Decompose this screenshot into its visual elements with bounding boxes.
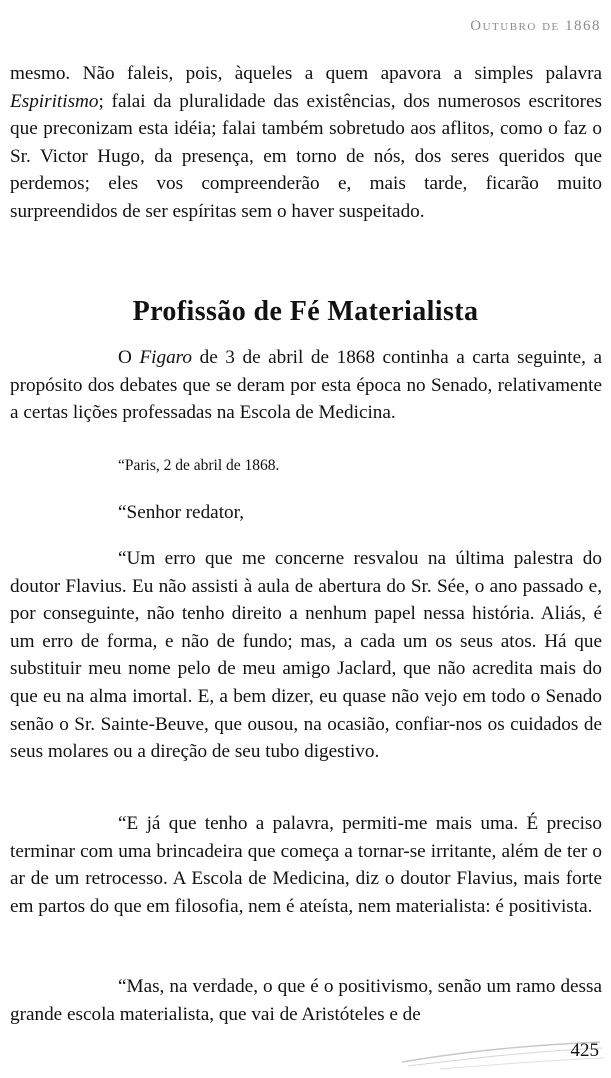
letter-dateline: “Paris, 2 de abril de 1868. <box>118 457 280 474</box>
letter-paragraph: “E já que tenho a palavra, permiti-me mais uma. É preciso terminar com uma brincadeira que começa a tornar-se irritante, além de ter o ar de um retrocesso. A Escola de Medicina, diz o doutor Flavius, mais forte em partos do que em filosofia, nem é ateísta, nem materialista: é positivista. <box>10 813 602 917</box>
intro-paragraph <box>10 344 602 427</box>
paragraph-text: de 3 de abril de 1868 continha a carta seguinte, a propósito dos debates que se deram por esta época no Senado, relativamente a certas lições professadas na Escola de Medicina. <box>10 347 602 424</box>
paragraph-text: ; falai da pluralidade das existências, dos numerosos escritores que preconizam esta idéia; falai também sobretudo aos aflitos, como o faz o Sr. Victor Hugo, da presença, em torno de nós, dos seres queridos que perdemos; eles vos compreenderão e, mais tarde, ficarão muito surpreendidos de ser espíritas sem o haver suspeitado. <box>10 90 602 222</box>
paragraph-continuation <box>10 60 602 226</box>
paragraph-text: mesmo. Não faleis, pois, àqueles a quem apavora a simples palavra <box>10 63 602 84</box>
letter-paragraph: “Um erro que me concerne resvalou na última palestra do doutor Flavius. Eu não assisti à aula de abertura do Sr. Sée, o ano passado e, por conseguinte, não tenho direito a nenhum papel nessa história. Aliás, é um erro de forma, e não de fundo; mas, a cada um os seus atos. Há que substituir meu nome pelo de meu amigo Jaclard, que não acredita mais do que eu na alma imortal. E, a bem dizer, eu quase não vejo em todo o Senado senão o Sr. Sainte-Beuve, que ousou, na ocasião, confiar-nos os cuidados de seus molares ou a direção de seu tubo digestivo. <box>10 548 602 763</box>
newspaper-name: Figaro <box>139 347 193 368</box>
section-heading: Profissão de Fé Materialista <box>132 296 479 327</box>
running-header: Outubro de 1868 <box>470 18 601 34</box>
italic-term: Espiritismo <box>10 90 99 112</box>
paragraph-text: O <box>118 347 140 368</box>
letter-paragraph: “Mas, na verdade, o que é o positivismo, senão um ramo dessa grande escola materialista, que vai de Aristóteles e de <box>10 976 602 1025</box>
letter-salutation: “Senhor redator, <box>118 502 245 523</box>
page-number: 425 <box>570 1040 599 1061</box>
